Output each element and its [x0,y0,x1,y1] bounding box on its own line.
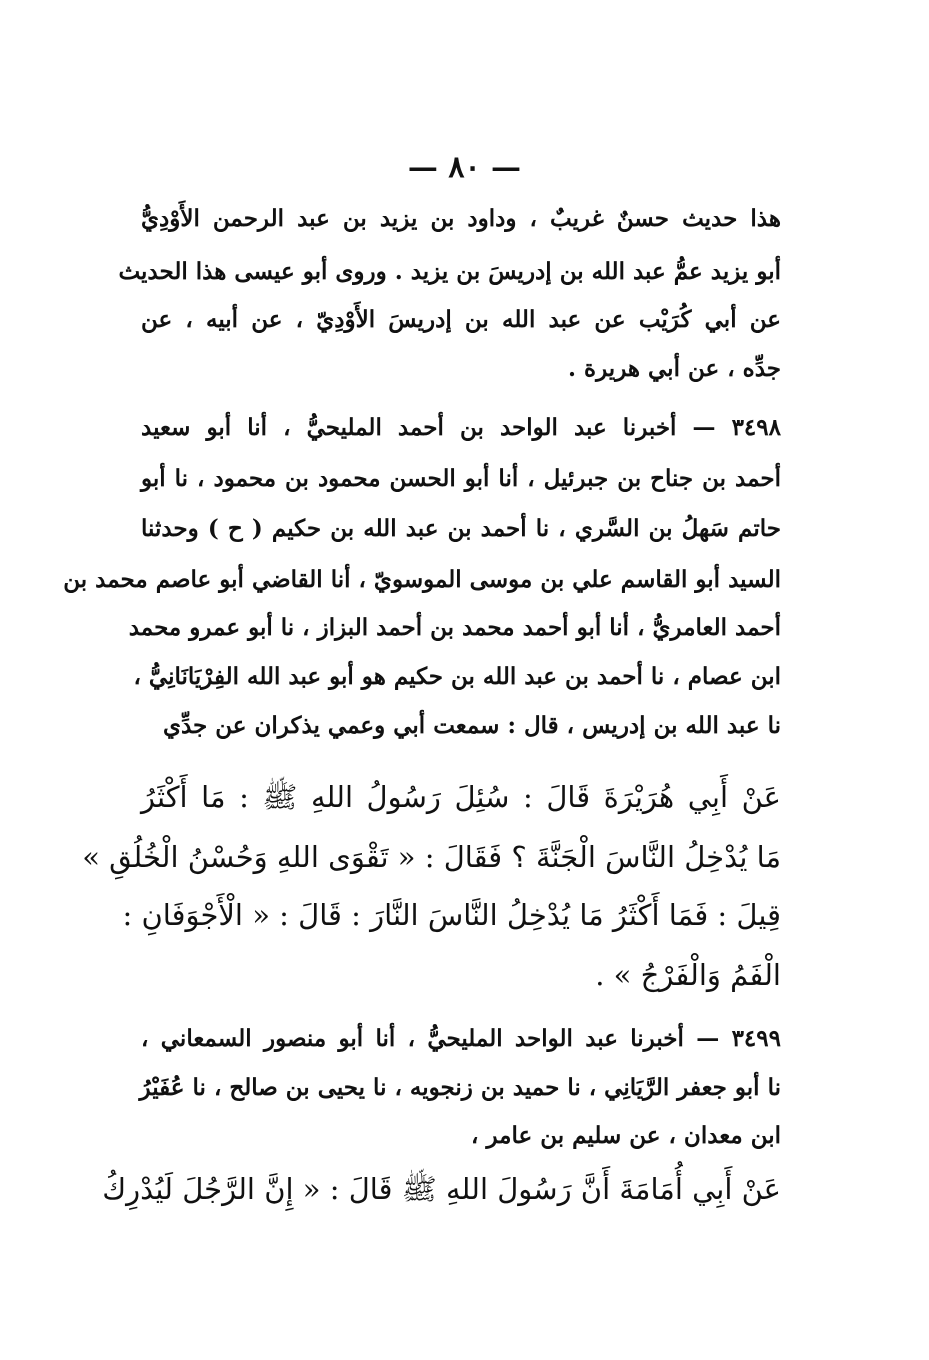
page-number: — ٨٠ — [407,150,522,185]
text-line: الْفَمُ وَالْفَرْجُ » . [595,958,781,992]
text-line: عن أبي كُرَيْب عن عبد الله بن إدريسَ الأَوْدِيّ ، عن أبيه ، عن [141,306,781,333]
text-line: نا أبو جعفر الرَّيَانِي ، نا حميد بن زنجويه ، نا يحيى بن صالح ، نا عُفَيْرُ [139,1074,781,1101]
text-line: عَنْ أَبِي هُرَيْرَةَ قَالَ : سُئِلَ رَسُولُ اللهِ ﷺ : مَا أَكْثَرُ [141,780,781,814]
text-line: جدِّه ، عن أبي هريرة . [568,355,781,382]
text-line: عَنْ أَبِي أُمَامَةَ أَنَّ رَسُولَ اللهِ ﷺ قَالَ : « إِنَّ الرَّجُلَ لَيُدْرِكُ [102,1172,781,1206]
text-line: ابن عصام ، نا أحمد بن عبد الله بن حكيم هو أبو عبد الله الفِرْيَانَانِيُّ ، [133,663,781,690]
text-line: أحمد العامريُّ ، أنا أبو أحمد محمد بن أحمد البزاز ، نا أبو عمرو محمد [128,614,781,641]
text-line: نا عبد الله بن إدريس ، قال : سمعت أبي وعمي يذكران عن جدِّي [162,712,781,739]
text-line: قِيلَ : فَمَا أَكْثَرُ مَا يُدْخِلُ النَّاسَ النَّارَ : قَالَ : « الْأَجْوَفَانِ : [122,898,781,932]
text-line: أحمد بن جناح بن جبرئيل ، أنا أبو الحسن محمود بن محمود ، نا أبو [141,465,781,492]
text-line: هذا حديث حسنٌ غريبٌ ، وداود بن يزيد بن عبد الرحمن الأَوْدِيُّ [141,205,781,232]
text-line: أبو يزيد عمُّ عبد الله بن إدريسَ بن يزيد . وروى أبو عيسى هذا الحديث [118,258,781,285]
text-line: ابن معدان ، عن سليم بن عامر ، [471,1122,781,1149]
text-line: ٣٤٩٩ — أخبرنا عبد الواحد المليحيُّ ، أنا أبو منصور السمعاني ، [141,1025,781,1052]
text-line: السيد أبو القاسم علي بن موسى الموسويّ ، أنا القاضي أبو عاصم محمد بن [63,566,781,593]
text-line: ٣٤٩٨ — أخبرنا عبد الواحد بن أحمد المليحيُّ ، أنا أبو سعيد [141,414,781,441]
text-line: مَا يُدْخِلُ النَّاسَ الْجَنَّةَ ؟ فَقَالَ : « تَقْوَى اللهِ وَحُسْنُ الْخُلُقِ » [82,840,781,874]
text-line: حاتم سَهلُ بن السَّري ، نا أحمد بن عبد الله بن حكيم ( ح ) وحدثنا [141,515,781,542]
